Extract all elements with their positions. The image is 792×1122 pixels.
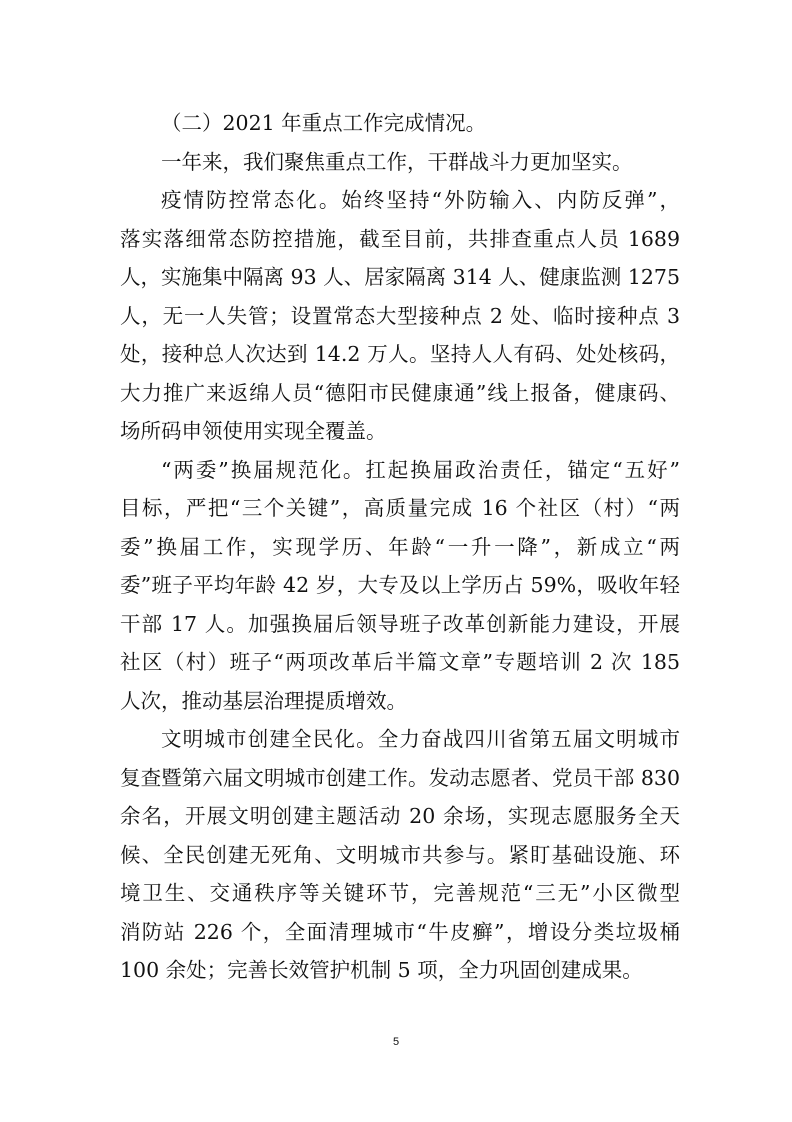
text-line: 社区（村）班子“两项改革后半篇文章”专题培训 2 次 185	[120, 650, 680, 674]
body-text	[120, 104, 680, 990]
text-line: 大力推广来返绵人员“德阳市民健康通”线上报备，健康码、	[120, 380, 680, 405]
text-line: “两委”换届规范化。扛起换届政治责任，锚定“五好”	[161, 457, 680, 482]
text-line: 余名，开展文明创建主题活动 20 余场，实现志愿服务全天	[120, 804, 680, 828]
summary-sentence: 一年来，我们聚焦重点工作，干群战斗力更加坚实。	[161, 149, 633, 174]
text-line: 人，实施集中隔离 93 人、居家隔离 314 人、健康监测 1275	[120, 265, 680, 289]
text-line: 委”班子平均年龄 42 岁，大专及以上学历占 59%，吸收年轻	[120, 573, 680, 597]
text-line: 消防站 226 个，全面清理城市“牛皮癣”，增设分类垃圾桶	[120, 919, 680, 944]
text-line: 委”换届工作，实现学历、年龄“一升一降”，新成立“两	[120, 534, 680, 559]
text-line: 境卫生、交通秩序等关键环节，完善规范“三无”小区微型	[120, 881, 680, 905]
text-line: 干部 17 人。加强换届后领导班子改革创新能力建设，开展	[120, 611, 680, 636]
text-line: 人，无一人失管；设置常态大型接种点 2 处、临时接种点 3	[120, 303, 680, 328]
text-line: 候、全民创建无死角、文明城市共参与。紧盯基础设施、环	[120, 842, 680, 867]
text-line: 复查暨第六届文明城市创建工作。发动志愿者、党员干部 830	[120, 765, 680, 790]
text-line: 人次，推动基层治理提质增效。	[120, 688, 407, 713]
text-line: 疫情防控常态化。始终坚持“外防输入、内防反弹”，	[161, 188, 680, 212]
page-number: 5	[392, 1036, 400, 1048]
text-line: 处，接种总人次达到 14.2 万人。坚持人人有码、处处核码，	[120, 342, 680, 366]
text-line: 落实落细常态防控措施，截至目前，共排查重点人员 1689	[120, 226, 680, 251]
text-line: 文明城市创建全民化。全力奋战四川省第五届文明城市	[161, 727, 680, 751]
text-line: 目标，严把“三个关键”，高质量完成 16 个社区（村）“两	[120, 496, 680, 520]
text-line: 场所码申领使用实现全覆盖。	[120, 419, 387, 443]
section-heading: （二）2021 年重点工作完成情况。	[161, 111, 487, 135]
text-line: 100 余处；完善长效管护机制 5 项，全力巩固创建成果。	[120, 958, 643, 982]
